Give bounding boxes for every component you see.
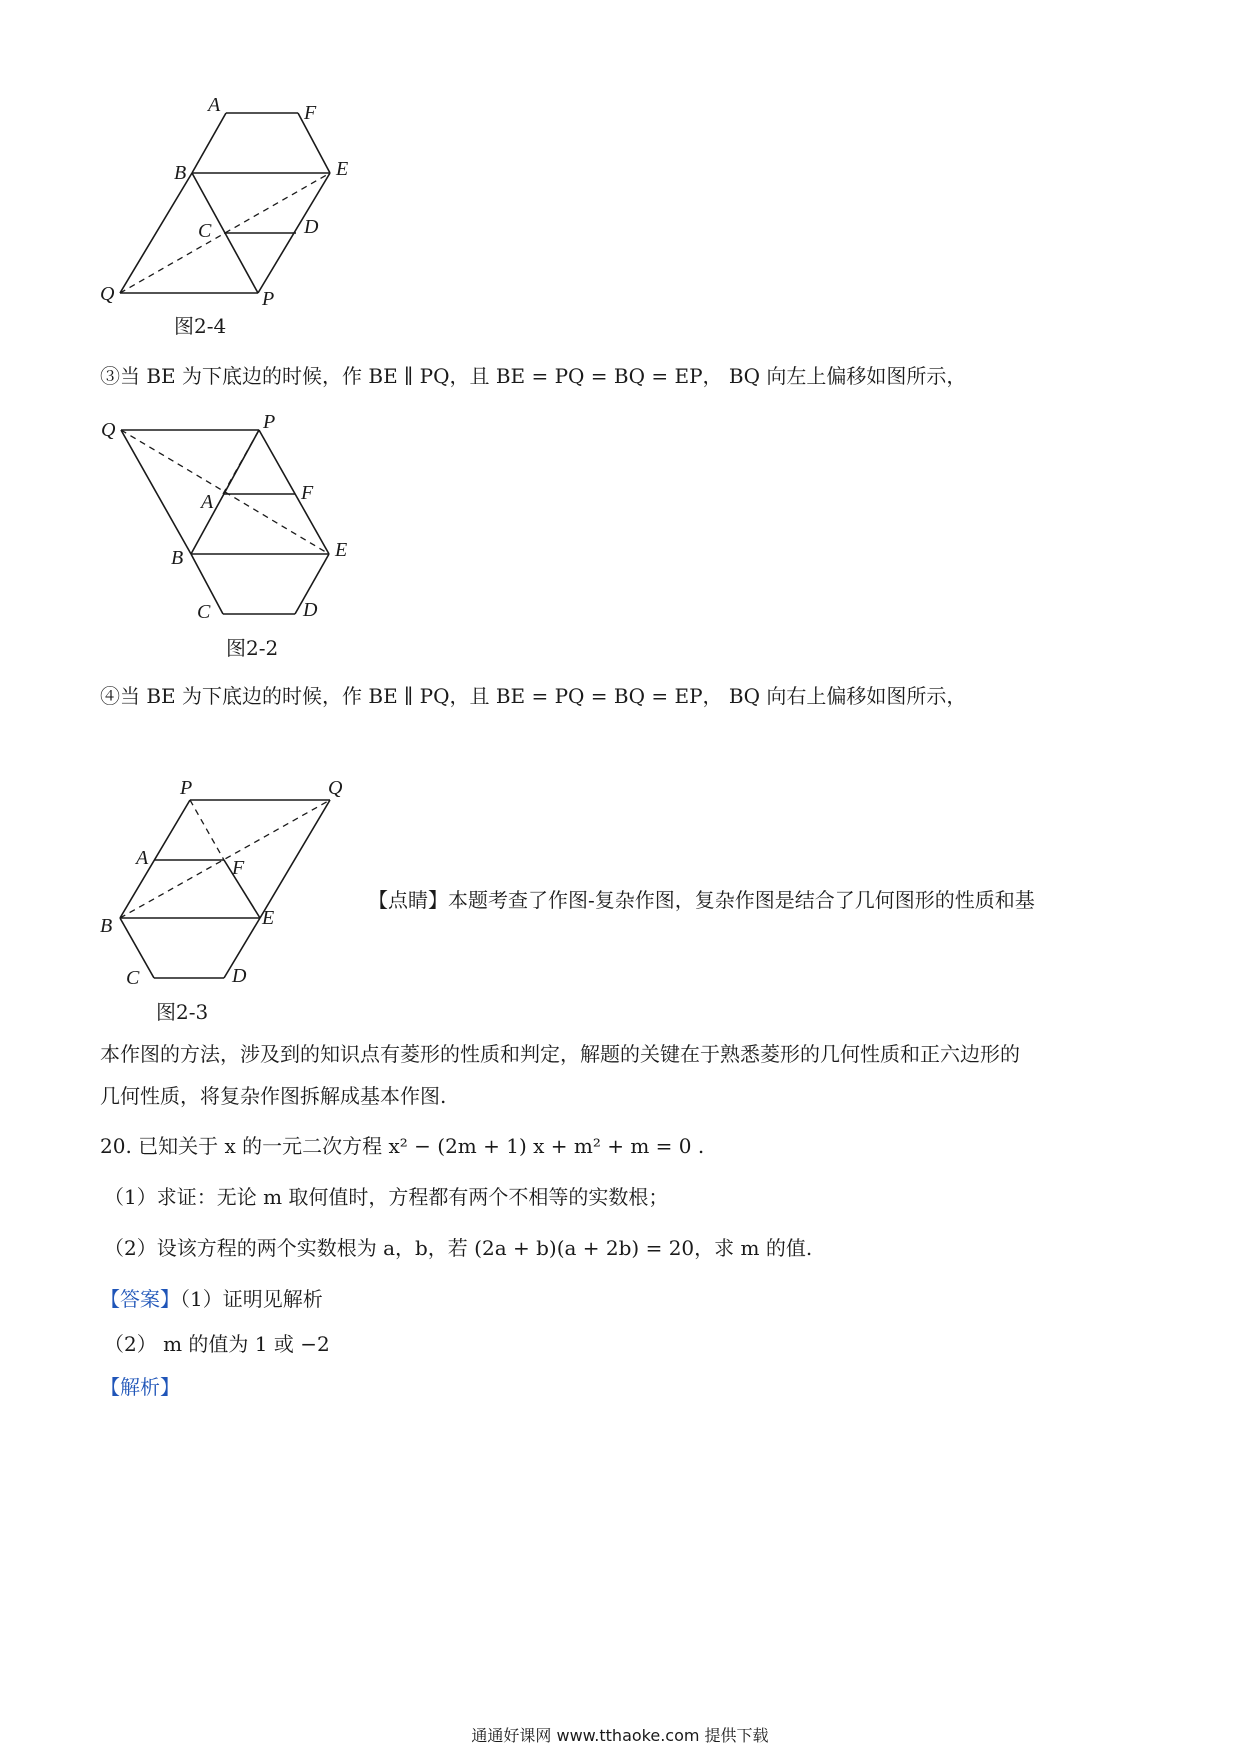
figure-2-3 [96,770,376,990]
label-b: B [171,547,184,569]
label-q: Q [328,777,343,799]
answer-tag: 【答案】 [100,1287,180,1311]
label-f: F [304,102,317,124]
segment-pb [120,800,190,918]
label-a: A [208,95,221,116]
figure-2-2-caption: 图2-2 [226,636,279,660]
label-b: B [174,162,187,184]
segment-ab [192,113,226,173]
segment-qb [121,430,191,554]
label-a: A [136,847,149,869]
answer-part-1: （1）证明见解析 [180,1287,323,1311]
label-q: Q [100,283,115,305]
question-20-part-1: （1）求证：无论 m 取何值时，方程都有两个不相等的实数根； [104,1185,669,1209]
figure-2-3-caption: 图2-3 [156,1000,209,1024]
figure-2-2 [95,410,375,625]
label-f: F [232,857,245,879]
label-d: D [303,599,318,621]
dashed-pf [190,800,224,860]
label-e: E [336,158,349,180]
label-d: D [232,965,247,987]
dashed-qe [121,430,329,554]
label-c: C [197,601,211,623]
label-c: C [126,967,140,989]
comment-line-3: 几何性质，将复杂作图拆解成基本作图. [100,1084,447,1108]
question-20-title: 20. 已知关于 x 的一元二次方程 x² − (2m + 1) x + m² + m = 0 . [100,1134,705,1158]
analysis-tag: 【解析】 [100,1375,180,1399]
label-p: P [262,288,275,310]
case-3-text: ③当 BE 为下底边的时候，作 BE ∥ PQ，且 BE = PQ = BQ = EP， BQ 向左上偏移如图所示， [100,364,967,388]
answer-part-2: （2） m 的值为 1 或 −2 [104,1332,330,1356]
label-c: C [198,220,212,242]
label-p: P [263,411,276,433]
footer-text: 通通好课网 www.tthaoke.com 提供下载 [471,1726,769,1745]
label-a: A [201,491,214,513]
label-e: E [335,539,348,561]
label-d: D [304,216,319,238]
comment-line-2: 本作图的方法，涉及到的知识点有菱形的性质和判定，解题的关键在于熟悉菱形的几何性质和正六边形的 [100,1042,1020,1066]
question-20-part-2: （2）设该方程的两个实数根为 a，b，若 (2a + b)(a + 2b) = 20，求 m 的值. [104,1236,813,1260]
label-p: P [180,777,193,799]
comment-line-1: 【点睛】本题考查了作图-复杂作图，复杂作图是结合了几何图形的性质和基 [368,888,1035,912]
figure-2-4-caption: 图2-4 [174,314,227,338]
dashed-bq [120,800,330,918]
segment-pe [259,430,329,554]
case-4-text: ④当 BE 为下底边的时候，作 BE ∥ PQ，且 BE = PQ = BQ = EP， BQ 向右上偏移如图所示， [100,684,967,708]
segment-qe [260,800,330,918]
segment-bq [120,173,192,293]
label-f: F [301,482,314,504]
label-q: Q [101,419,116,441]
answer-line-1 [100,1285,323,1313]
label-b: B [100,915,113,937]
figure-2-4 [100,95,380,315]
label-e: E [262,907,275,929]
